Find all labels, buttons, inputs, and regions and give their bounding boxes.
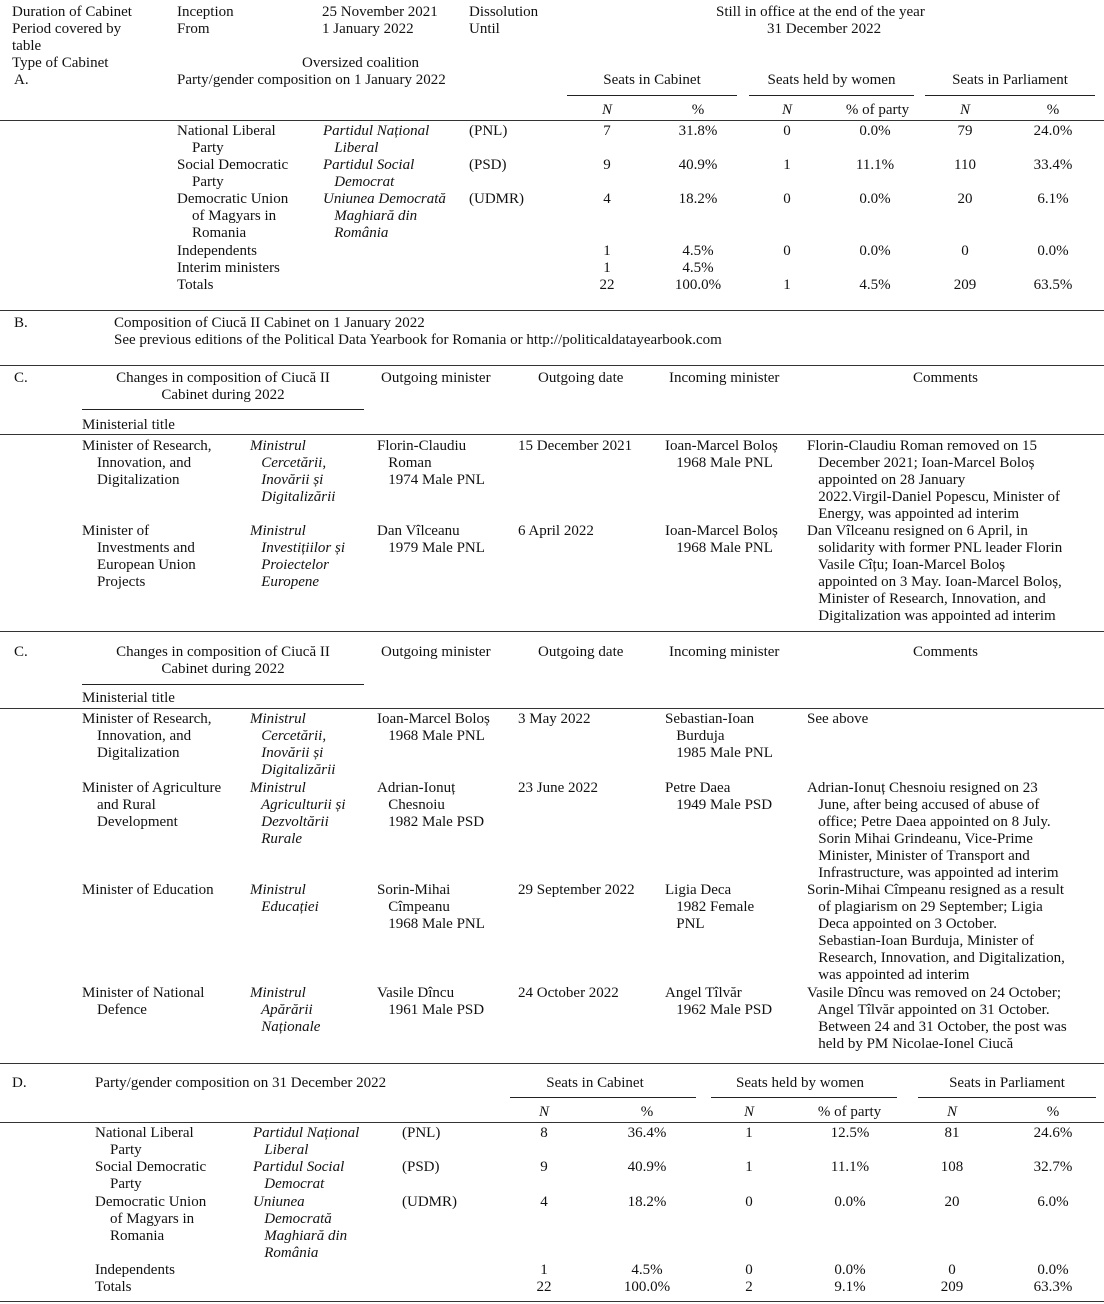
ministerial-title-native: Ministrul Agriculturii și Dezvoltării Rurale [250, 780, 346, 847]
party-name: National Liberal Party [177, 123, 276, 156]
party-native-name: Partidul Social Democrat [253, 1159, 345, 1192]
subhead-n: N [601, 102, 612, 118]
party-name: Social Democratic Party [95, 1159, 207, 1192]
outgoing-minister-header: Outgoing minister [381, 370, 491, 386]
section-rule [0, 365, 1104, 366]
party-name: Independents [177, 243, 257, 259]
parliament-pct: 6.0% [1037, 1194, 1069, 1210]
group-rule [918, 1097, 1096, 1098]
women-n: 1 [745, 1159, 753, 1175]
section-c-letter: C. [14, 644, 28, 660]
parliament-n: 81 [944, 1125, 960, 1141]
group-seats-cabinet: Seats in Cabinet [546, 1075, 644, 1091]
parliament-pct: 0.0% [1037, 1262, 1069, 1278]
party-native-name: Uniunea Democrată Maghiară din România [253, 1194, 348, 1261]
ministerial-title: Minister of Education [82, 882, 214, 898]
outgoing-minister: Sorin-Mihai Cîmpeanu 1968 Male PNL [377, 882, 485, 932]
subhead-pct: % [1046, 1104, 1060, 1120]
parliament-n: 20 [957, 191, 973, 207]
section-b-title: Composition of Ciucă II Cabinet on 1 January 2022 [114, 315, 425, 331]
women-n: 0 [745, 1194, 753, 1210]
group-rule [510, 1097, 696, 1098]
parliament-n: 209 [940, 1279, 964, 1295]
group-seats-women: Seats held by women [736, 1075, 864, 1091]
section-rule [0, 1301, 1104, 1302]
section-rule [0, 631, 1104, 632]
women-n: 0 [745, 1262, 753, 1278]
subhead-pct-party: % of party [845, 102, 910, 118]
parliament-n: 20 [944, 1194, 960, 1210]
parliament-pct: 63.5% [1033, 277, 1073, 293]
party-abbr: (PSD) [469, 157, 507, 173]
cabinet-n: 22 [536, 1279, 552, 1295]
outgoing-date-header: Outgoing date [538, 644, 624, 660]
outgoing-date: 3 May 2022 [518, 711, 591, 727]
section-b-note: See previous editions of the Political Data Yearbook for Romania or http://politicaldatayearbook.com [114, 332, 722, 348]
cabinet-pct: 4.5% [631, 1262, 663, 1278]
table-rule [0, 120, 1104, 121]
party-abbr: (PNL) [469, 123, 508, 139]
cabinet-n: 1 [603, 260, 611, 276]
women-n: 1 [783, 277, 791, 293]
women-n: 1 [745, 1125, 753, 1141]
group-rule [711, 1097, 897, 1098]
party-abbr: (UDMR) [402, 1194, 457, 1210]
section-b-letter: B. [14, 315, 28, 331]
cabinet-n: 7 [603, 123, 611, 139]
party-name: Totals [177, 277, 214, 293]
outgoing-date-header: Outgoing date [538, 370, 624, 386]
cabinet-n: 8 [540, 1125, 548, 1141]
cabinet-pct: 36.4% [627, 1125, 667, 1141]
women-pct: 12.5% [830, 1125, 870, 1141]
comment: Adrian-Ionuț Chesnoiu resigned on 23 June, after being accused of abuse of office; Petre Daea appointed on 8 July. Sorin Mihai Grindeanu, Vice-Prime Minister, Minister of Transport and Infrastructure, was appointed ad interim [807, 780, 1059, 881]
outgoing-minister-header: Outgoing minister [381, 644, 491, 660]
duration-label: Duration of Cabinet [12, 4, 132, 20]
title-rule [82, 409, 364, 410]
incoming-minister-header: Incoming minister [669, 370, 780, 386]
party-name: Democratic Union of Magyars in Romania [177, 191, 289, 241]
incoming-minister-header: Incoming minister [669, 644, 780, 660]
ministerial-title-native: Ministrul Apărării Naționale [250, 985, 321, 1035]
parliament-n: 79 [957, 123, 973, 139]
party-native-name: Partidul Social Democrat [323, 157, 415, 190]
incoming-minister: Ligia Deca 1982 Female PNL [665, 882, 755, 932]
party-name: Democratic Union of Magyars in Romania [95, 1194, 207, 1244]
group-seats-women: Seats held by women [767, 72, 896, 88]
subhead-n: N [743, 1104, 754, 1120]
parliament-pct: 33.4% [1033, 157, 1073, 173]
period-label: Period covered by table [12, 21, 122, 54]
women-n: 0 [783, 191, 791, 207]
group-rule [925, 95, 1095, 96]
party-abbr: (PNL) [402, 1125, 441, 1141]
section-c-title: Changes in composition of Ciucă II Cabinet during 2022 [116, 370, 330, 403]
cabinet-n: 4 [540, 1194, 548, 1210]
women-pct: 0.0% [834, 1194, 866, 1210]
party-name: Independents [95, 1262, 175, 1278]
party-name: Interim ministers [177, 260, 280, 276]
party-abbr: (PSD) [402, 1159, 440, 1175]
table-rule [0, 434, 1104, 435]
subhead-n: N [538, 1104, 549, 1120]
party-name: Totals [95, 1279, 132, 1295]
section-c-title: Changes in composition of Ciucă II Cabinet during 2022 [116, 644, 330, 677]
cabinet-pct: 100.0% [674, 277, 722, 293]
comment: Florin-Claudiu Roman removed on 15 December 2021; Ioan-Marcel Boloș appointed on 28 January 2022.Virgil-Daniel Popescu, Minister of Energy, was appointed ad interim [807, 438, 1060, 522]
outgoing-minister: Vasile Dîncu 1961 Male PSD [377, 985, 485, 1018]
section-rule [0, 310, 1104, 311]
from-label: From [177, 21, 210, 37]
parliament-pct: 0.0% [1037, 243, 1069, 259]
parliament-n: 0 [948, 1262, 956, 1278]
comment: See above [807, 711, 869, 727]
table-rule [0, 708, 1104, 709]
outgoing-date: 24 October 2022 [518, 985, 619, 1001]
party-name: Social Democratic Party [177, 157, 289, 190]
section-rule [0, 1063, 1104, 1064]
group-seats-parliament: Seats in Parliament [952, 72, 1068, 88]
cabinet-n: 4 [603, 191, 611, 207]
cabinet-pct: 100.0% [623, 1279, 671, 1295]
section-a-letter: A. [14, 72, 29, 88]
outgoing-minister: Florin-Claudiu Roman 1974 Male PNL [377, 438, 485, 488]
women-n: 0 [783, 243, 791, 259]
outgoing-date: 15 December 2021 [518, 438, 633, 454]
subhead-pct-party: % of party [817, 1104, 882, 1120]
section-c-letter: C. [14, 370, 28, 386]
cabinet-pct: 40.9% [678, 157, 718, 173]
cabinet-n: 9 [540, 1159, 548, 1175]
table-rule [0, 1122, 1104, 1123]
ministerial-title-native: Ministrul Educației [250, 882, 319, 915]
women-pct: 11.1% [855, 157, 895, 173]
subhead-pct: % [640, 1104, 654, 1120]
women-pct: 4.5% [859, 277, 891, 293]
subhead-n: N [781, 102, 792, 118]
cabinet-n: 1 [603, 243, 611, 259]
ministerial-title: Minister of Research, Innovation, and Digitalization [82, 711, 212, 761]
women-pct: 9.1% [834, 1279, 866, 1295]
ministerial-title: Minister of Research, Innovation, and Digitalization [82, 438, 212, 488]
parliament-pct: 24.6% [1033, 1125, 1073, 1141]
parliament-n: 108 [940, 1159, 964, 1175]
party-native-name: Uniunea Democrată Maghiară din România [323, 191, 446, 241]
cabinet-pct: 18.2% [627, 1194, 667, 1210]
comment: Vasile Dîncu was removed on 24 October; Angel Tîlvăr appointed on 31 October. Between 24 and 31 October, the post was held by PM Nicolae-Ionel Ciucă [807, 985, 1067, 1052]
from-date: 1 January 2022 [322, 21, 414, 37]
dissolution-label: Dissolution [469, 4, 539, 20]
inception-label: Inception [177, 4, 234, 20]
ministerial-title-header: Ministerial title [82, 690, 175, 706]
group-seats-parliament: Seats in Parliament [949, 1075, 1065, 1091]
comment: Dan Vîlceanu resigned on 6 April, in solidarity with former PNL leader Florin Vasile Cîțu; Ioan-Marcel Boloș appointed on 3 May. Ioan-Marcel Boloș, Minister of Research, Innovation, and Digitalization was appointed ad interim [807, 523, 1063, 624]
cabinet-pct: 18.2% [678, 191, 718, 207]
parliament-pct: 24.0% [1033, 123, 1073, 139]
parliament-n: 209 [953, 277, 977, 293]
title-rule [82, 684, 364, 685]
ministerial-title: Minister of National Defence [82, 985, 205, 1018]
ministerial-title: Minister of Agriculture and Rural Development [82, 780, 222, 830]
parliament-pct: 6.1% [1037, 191, 1069, 207]
comments-header: Comments [913, 644, 979, 660]
outgoing-date: 23 June 2022 [518, 780, 598, 796]
women-n: 0 [783, 123, 791, 139]
subhead-pct: % [1046, 102, 1060, 118]
women-pct: 0.0% [834, 1262, 866, 1278]
parliament-n: 0 [961, 243, 969, 259]
ministerial-title-native: Ministrul Investițiilor și Proiectelor Europene [250, 523, 345, 590]
women-pct: 0.0% [859, 191, 891, 207]
cabinet-n: 9 [603, 157, 611, 173]
outgoing-minister: Adrian-Ionuț Chesnoiu 1982 Male PSD [377, 780, 485, 830]
subhead-n: N [946, 1104, 957, 1120]
section-d-title: Party/gender composition on 31 December 2022 [95, 1075, 387, 1091]
party-native-name: Partidul Național Liberal [253, 1125, 360, 1158]
cabinet-pct: 4.5% [682, 243, 714, 259]
ministerial-title-header: Ministerial title [82, 417, 175, 433]
women-pct: 0.0% [859, 243, 891, 259]
until-label: Until [469, 21, 500, 37]
cabinet-pct: 31.8% [678, 123, 718, 139]
dissolution-value: Still in office at the end of the year [716, 4, 925, 20]
ministerial-title: Minister of Investments and European Union Projects [82, 523, 196, 590]
incoming-minister: Petre Daea 1949 Male PSD [665, 780, 773, 813]
parliament-n: 110 [954, 157, 976, 173]
outgoing-minister: Dan Vîlceanu 1979 Male PNL [377, 523, 485, 556]
incoming-minister: Sebastian-Ioan Burduja 1985 Male PNL [665, 711, 773, 761]
cabinet-pct: 40.9% [627, 1159, 667, 1175]
party-abbr: (UDMR) [469, 191, 524, 207]
type-value: Oversized coalition [302, 55, 420, 71]
incoming-minister: Angel Tîlvăr 1962 Male PSD [665, 985, 773, 1018]
outgoing-minister: Ioan-Marcel Boloș 1968 Male PNL [377, 711, 490, 744]
ministerial-title-native: Ministrul Cercetării, Inovării și Digitalizării [250, 438, 336, 505]
group-rule [567, 95, 737, 96]
parliament-pct: 32.7% [1033, 1159, 1073, 1175]
subhead-pct: % [691, 102, 705, 118]
outgoing-date: 6 April 2022 [518, 523, 594, 539]
subhead-n: N [959, 102, 970, 118]
cabinet-pct: 4.5% [682, 260, 714, 276]
inception-date: 25 November 2021 [322, 4, 438, 20]
women-n: 2 [745, 1279, 753, 1295]
section-d-letter: D. [12, 1075, 27, 1091]
comments-header: Comments [913, 370, 979, 386]
parliament-pct: 63.3% [1033, 1279, 1073, 1295]
ministerial-title-native: Ministrul Cercetării, Inovării și Digitalizării [250, 711, 336, 778]
party-native-name: Partidul Național Liberal [323, 123, 430, 156]
group-seats-cabinet: Seats in Cabinet [603, 72, 701, 88]
women-n: 1 [783, 157, 791, 173]
incoming-minister: Ioan-Marcel Boloș 1968 Male PNL [665, 438, 778, 471]
section-a-title: Party/gender composition on 1 January 2022 [177, 72, 446, 88]
outgoing-date: 29 September 2022 [518, 882, 635, 898]
cabinet-n: 1 [540, 1262, 548, 1278]
until-date: 31 December 2022 [767, 21, 882, 37]
incoming-minister: Ioan-Marcel Boloș 1968 Male PNL [665, 523, 778, 556]
comment: Sorin-Mihai Cîmpeanu resigned as a result of plagiarism on 29 September; Ligia Deca appointed on 3 October. Sebastian-Ioan Burduja, Minister of Research, Innovation, and Digitalization, was appointed ad interim [807, 882, 1065, 983]
cabinet-n: 22 [599, 277, 615, 293]
type-label: Type of Cabinet [12, 55, 109, 71]
group-rule [749, 95, 914, 96]
party-name: National Liberal Party [95, 1125, 194, 1158]
women-pct: 11.1% [830, 1159, 870, 1175]
women-pct: 0.0% [859, 123, 891, 139]
